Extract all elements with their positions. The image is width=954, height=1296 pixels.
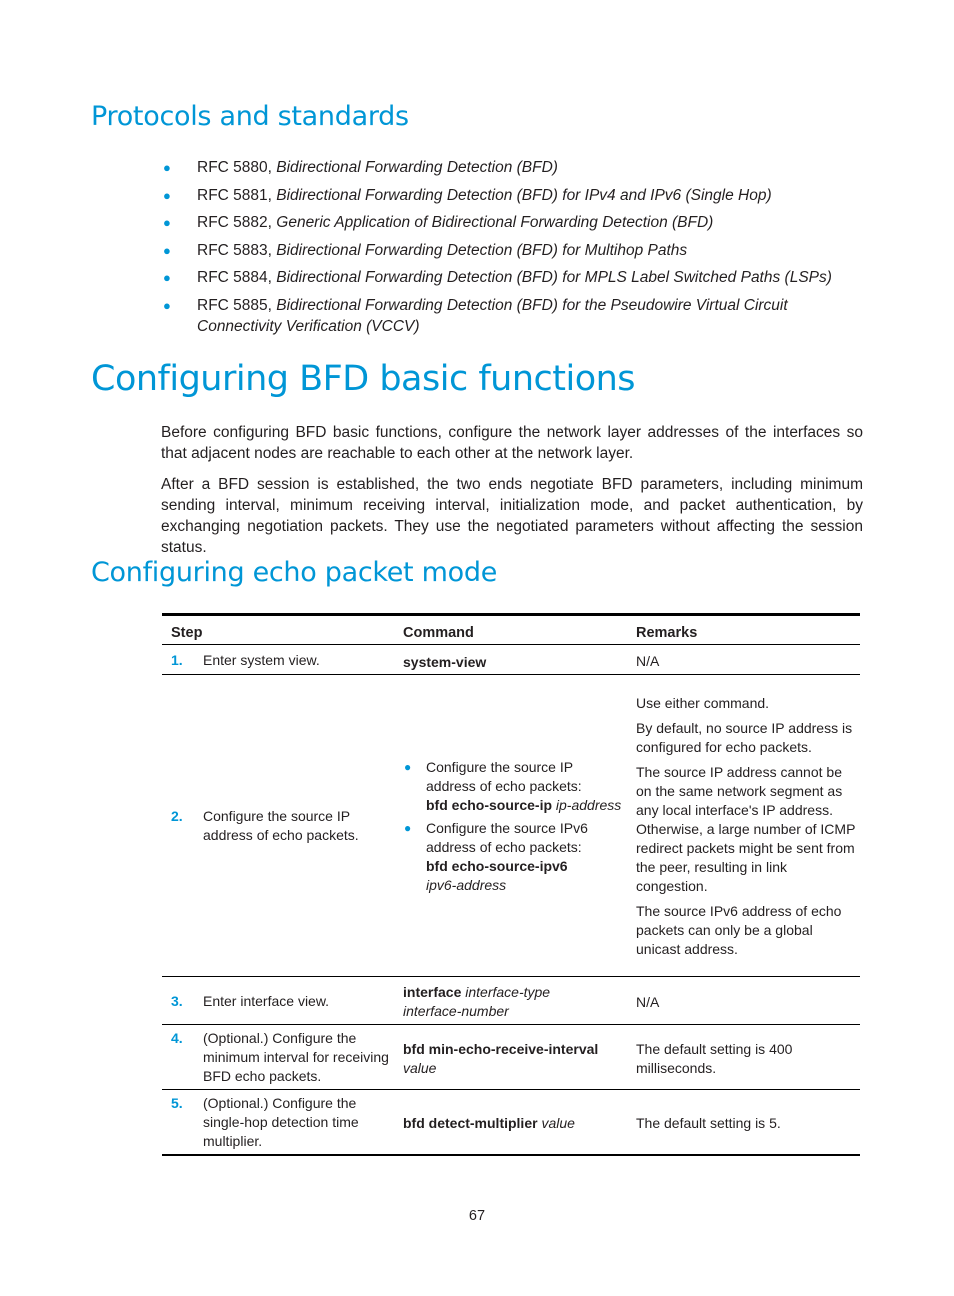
bullet-icon: ● [404,760,412,774]
remark-text: Use either command. [636,695,770,711]
command-text: bfd min-echo-receive-interval value [403,1041,599,1076]
table-row [162,675,860,977]
echo-config-table [162,613,860,1156]
command-text: interface interface-type interface-number [403,984,551,1019]
bullet-icon: ● [163,160,171,175]
bullet-icon: ● [163,187,171,203]
command-option: ● Configure the source IPv6 address of echo packets: bfd echo-source-ipv6 ipv6-address [404,820,588,893]
step-number: 4. [171,1030,183,1046]
rfc-list [161,157,871,343]
table-row [162,1025,860,1090]
command-option: ● Configure the source IP address of echo packets: bfd echo-source-ip ip-address [404,759,622,813]
remark-text: The default setting is 400 milliseconds. [636,1041,793,1076]
step-number: 2. [171,808,183,824]
protocols-heading: Protocols and standards [91,101,409,132]
bullet-icon: ● [163,297,171,313]
table-row [162,1090,860,1156]
step-text: Enter interface view. [203,993,330,1009]
step-text: Enter system view. [203,652,320,668]
basic-functions-heading: Configuring BFD basic functions [91,359,636,399]
command-text: system-view [403,654,487,670]
table-header [162,616,860,645]
command-text: bfd detect-multiplier value [403,1115,575,1131]
remark-text: The default setting is 5. [636,1115,781,1131]
bullet-icon: ● [163,242,171,258]
list-item: ● RFC 5880, Bidirectional Forwarding Detection (BFD) [163,159,558,176]
list-item: ● RFC 5884, Bidirectional Forwarding Detection (BFD) for MPLS Label Switched Paths (LSPs) [163,269,832,286]
step-number: 3. [171,993,183,1009]
list-item: ● RFC 5885, Bidirectional Forwarding Detection (BFD) for the Pseudowire Virtual Circuit Connectivity Verification (VCCV) [163,296,788,335]
header-command: Command [403,625,474,641]
step-text: (Optional.) Configure the minimum interval for receiving BFD echo packets. [203,1030,389,1084]
step-number: 1. [171,652,183,668]
list-item: ● RFC 5881, Bidirectional Forwarding Detection (BFD) for IPv4 and IPv6 (Single Hop) [163,186,772,204]
intro-paragraph-1: Before configuring BFD basic functions, configure the network layer addresses of the interfaces so that adjacent nodes are reachable to each other at the network layer. [161,424,863,462]
step-text: Configure the source IP address of echo packets. [203,808,359,843]
command-cell [403,758,625,895]
echo-mode-heading: Configuring echo packet mode [91,557,498,588]
remarks-cell [636,694,858,965]
page-number: 67 [468,1208,486,1224]
list-item: ● RFC 5882, Generic Application of Bidirectional Forwarding Detection (BFD) [163,214,714,231]
step-number: 5. [171,1095,183,1111]
step-text: (Optional.) Configure the single-hop detection time multiplier. [203,1095,359,1149]
remark-text: The source IP address cannot be on the same network segment as any local interface's IP address. Otherwise, a large number of ICMP redirect packets might be sent from the peer, resulting in link congestion. [636,764,856,894]
header-remarks: Remarks [636,625,698,641]
table-row [162,977,860,1025]
table-row [162,645,860,675]
remark-text: N/A [636,994,660,1010]
list-item: ● RFC 5883, Bidirectional Forwarding Detection (BFD) for Multihop Paths [163,241,688,259]
remark-text: The source IPv6 address of echo packets can only be a global unicast address. [636,903,842,957]
remark-text: By default, no source IP address is configured for echo packets. [636,720,853,755]
bullet-icon: ● [163,215,171,230]
remark-text: N/A [636,653,660,669]
header-step: Step [171,625,203,641]
intro-paragraph-2: After a BFD session is established, the two ends negotiate BFD parameters, including minimum sending interval, minimum receiving interval, initialization mode, and packet authentication, by exchanging negotiation packets. They use the negotiated parameters without affecting the session status. [161,476,863,556]
bullet-icon: ● [163,270,171,285]
bullet-icon: ● [404,821,412,835]
